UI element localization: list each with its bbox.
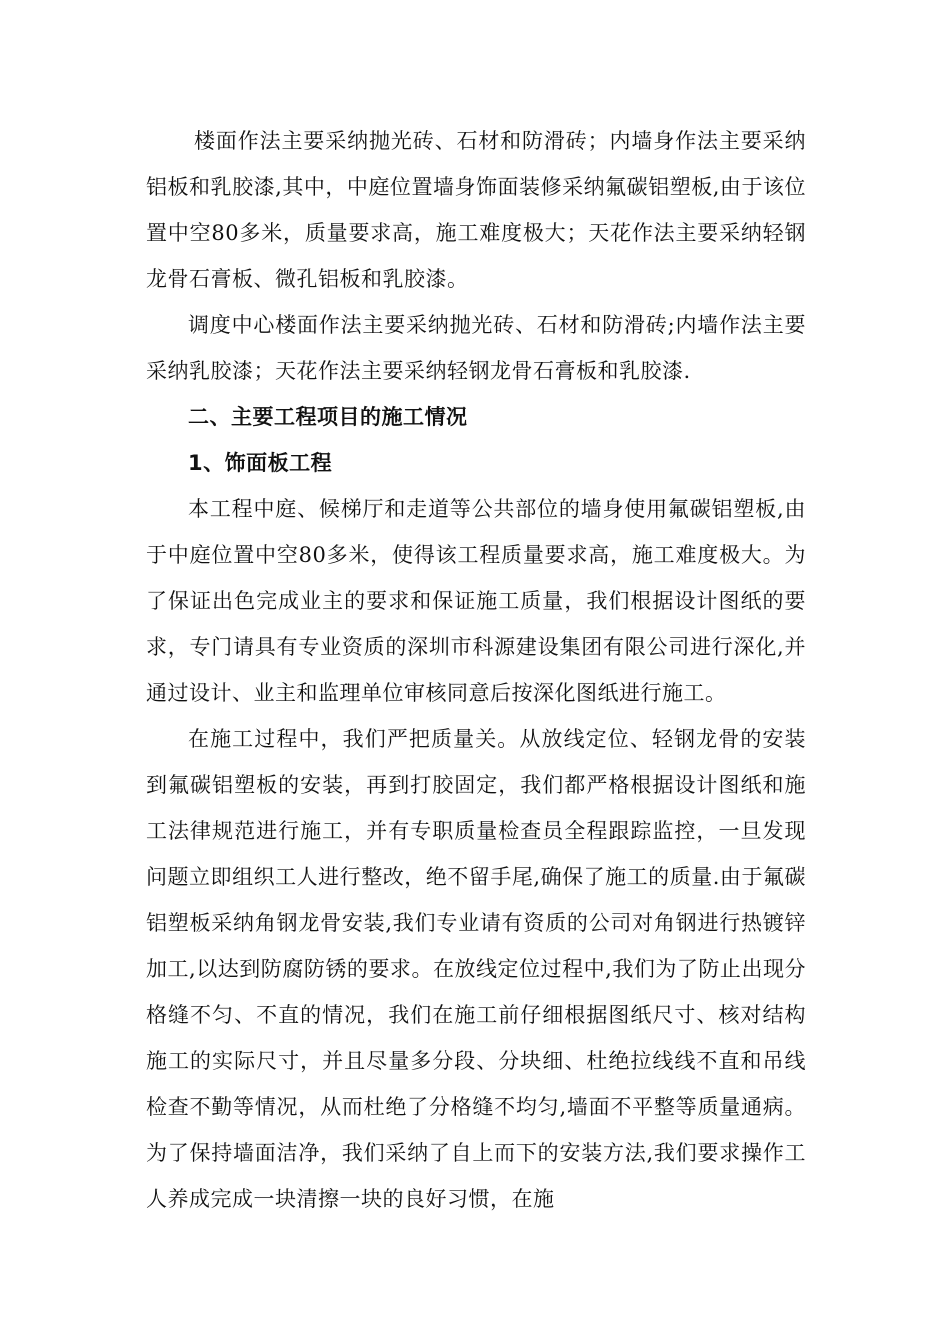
document-page	[146, 118, 806, 1222]
paragraph-cladding-intro: 本工程中庭、候梯厅和走道等公共部位的墙身使用氟碳铝塑板,由于中庭位置中空80多米，使得该工程质量要求高，施工难度极大。为了保证出色完成业主的要求和保证施工质量，我们根据设计图纸的要求，专门请具有专业资质的深圳市科源建设集团有限公司进行深化,并通过设计、业主和监理单位审核同意后按深化图纸进行施工。	[146, 497, 806, 705]
subsection-heading: 1、饰面板工程	[188, 451, 333, 475]
paragraph-floor-wall-ceiling: 楼面作法主要采纳抛光砖、石材和防滑砖；内墙身作法主要采纳铝板和乳胶漆,其中，中庭位置墙身饰面装修采纳氟碳铝塑板,由于该位置中空80多米，质量要求高，施工难度极大；天花作法主要采纳轻钢龙骨石膏板、微孔铝板和乳胶漆。	[146, 129, 806, 291]
paragraph-dispatch-center: 调度中心楼面作法主要采纳抛光砖、石材和防滑砖;内墙作法主要采纳乳胶漆；天花作法主要采纳轻钢龙骨石膏板和乳胶漆.	[146, 313, 806, 383]
paragraph-quality-control: 在施工过程中，我们严把质量关。从放线定位、轻钢龙骨的安装到氟碳铝塑板的安装，再到打胶固定，我们都严格根据设计图纸和施工法律规范进行施工，并有专职质量检查员全程跟踪监控，一旦发现问题立即组织工人进行整改，绝不留手尾,确保了施工的质量.由于氟碳铝塑板采纳角钢龙骨安装,我们专业请有资质的公司对角钢进行热镀锌加工,以达到防腐防锈的要求。在放线定位过程中,我们为了防止出现分格缝不匀、不直的情况，我们在施工前仔细根据图纸尺寸、核对结构施工的实际尺寸，并且尽量多分段、分块细、杜绝拉线线不直和吊线检查不勤等情况，从而杜绝了分格缝不均匀,墙面不平整等质量通病。为了保持墙面洁净，我们采纳了自上而下的安装方法,我们要求操作工人养成完成一块清擦一块的良好习惯，在施	[146, 727, 806, 1211]
section-heading: 二、主要工程项目的施工情况	[188, 405, 468, 429]
